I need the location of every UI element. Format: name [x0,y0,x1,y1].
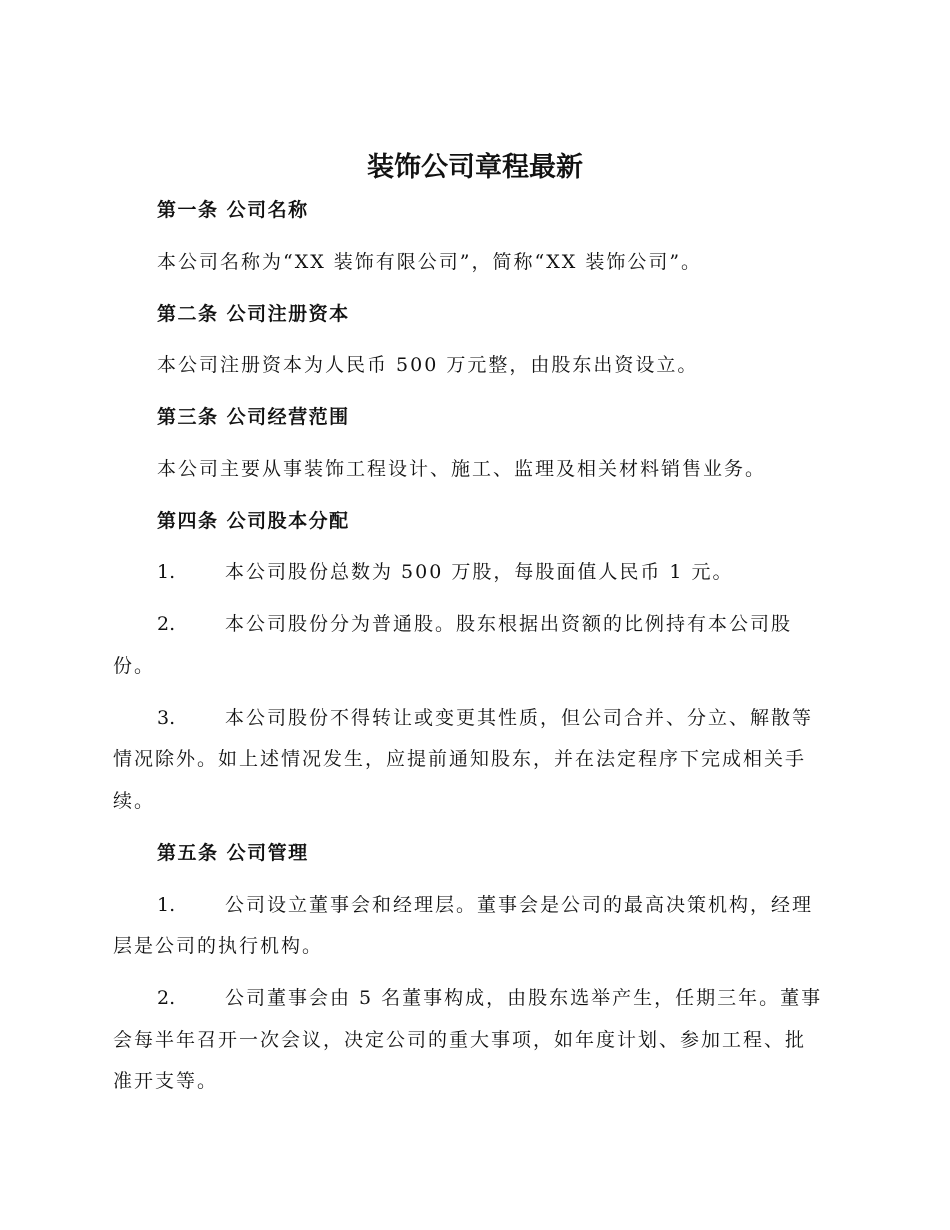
article-2-heading: 第二条 公司注册资本 [157,303,350,325]
item-number: 1. [157,561,176,583]
article-1-heading: 第一条 公司名称 [157,199,309,221]
article-4-item-2 [157,608,882,640]
article-5-heading: 第五条 公司管理 [157,842,309,864]
article-3-text: 本公司主要从事装饰工程设计、施工、监理及相关材料销售业务。 [157,458,767,480]
item-number: 2. [157,987,176,1009]
article-4-heading: 第四条 公司股本分配 [157,510,350,532]
article-4-item-1 [157,556,882,588]
article-5-item-1-continued: 层是公司的执行机构。 [113,935,324,957]
item-text: 本公司股份分为普通股。股东根据出资额的比例持有本公司股 [225,613,793,635]
article-1-text: 本公司名称为“XX 装饰有限公司”，简称“XX 装饰公司”。 [157,251,703,273]
article-5-item-2-continued: 会每半年召开一次会议，决定公司的重大事项，如年度计划、参加工程、批 [113,1029,807,1051]
article-5-item-1 [157,889,882,921]
document-title: 装饰公司章程最新 [367,152,583,183]
item-text: 公司董事会由 5 名董事构成，由股东选举产生，任期三年。董事 [225,987,823,1009]
item-number: 1. [157,894,176,916]
article-4-item-3 [157,702,882,734]
item-text: 公司设立董事会和经理层。董事会是公司的最高决策机构，经理 [225,894,814,916]
article-2-text: 本公司注册资本为人民币 500 万元整，由股东出资设立。 [157,354,699,376]
article-3-heading: 第三条 公司经营范围 [157,406,350,428]
article-4-item-3-continued: 情况除外。如上述情况发生，应提前通知股东，并在法定程序下完成相关手 [113,748,807,770]
item-text: 本公司股份不得转让或变更其性质，但公司合并、分立、解散等 [225,707,814,729]
item-number: 2. [157,613,176,635]
item-text: 本公司股份总数为 500 万股，每股面值人民币 1 元。 [225,561,734,583]
article-5-item-2-continued-2: 准开支等。 [113,1070,219,1092]
article-4-item-2-continued: 份。 [113,655,156,677]
item-number: 3. [157,707,176,729]
article-4-item-3-continued-2: 续。 [113,790,156,812]
article-5-item-2 [157,982,882,1014]
